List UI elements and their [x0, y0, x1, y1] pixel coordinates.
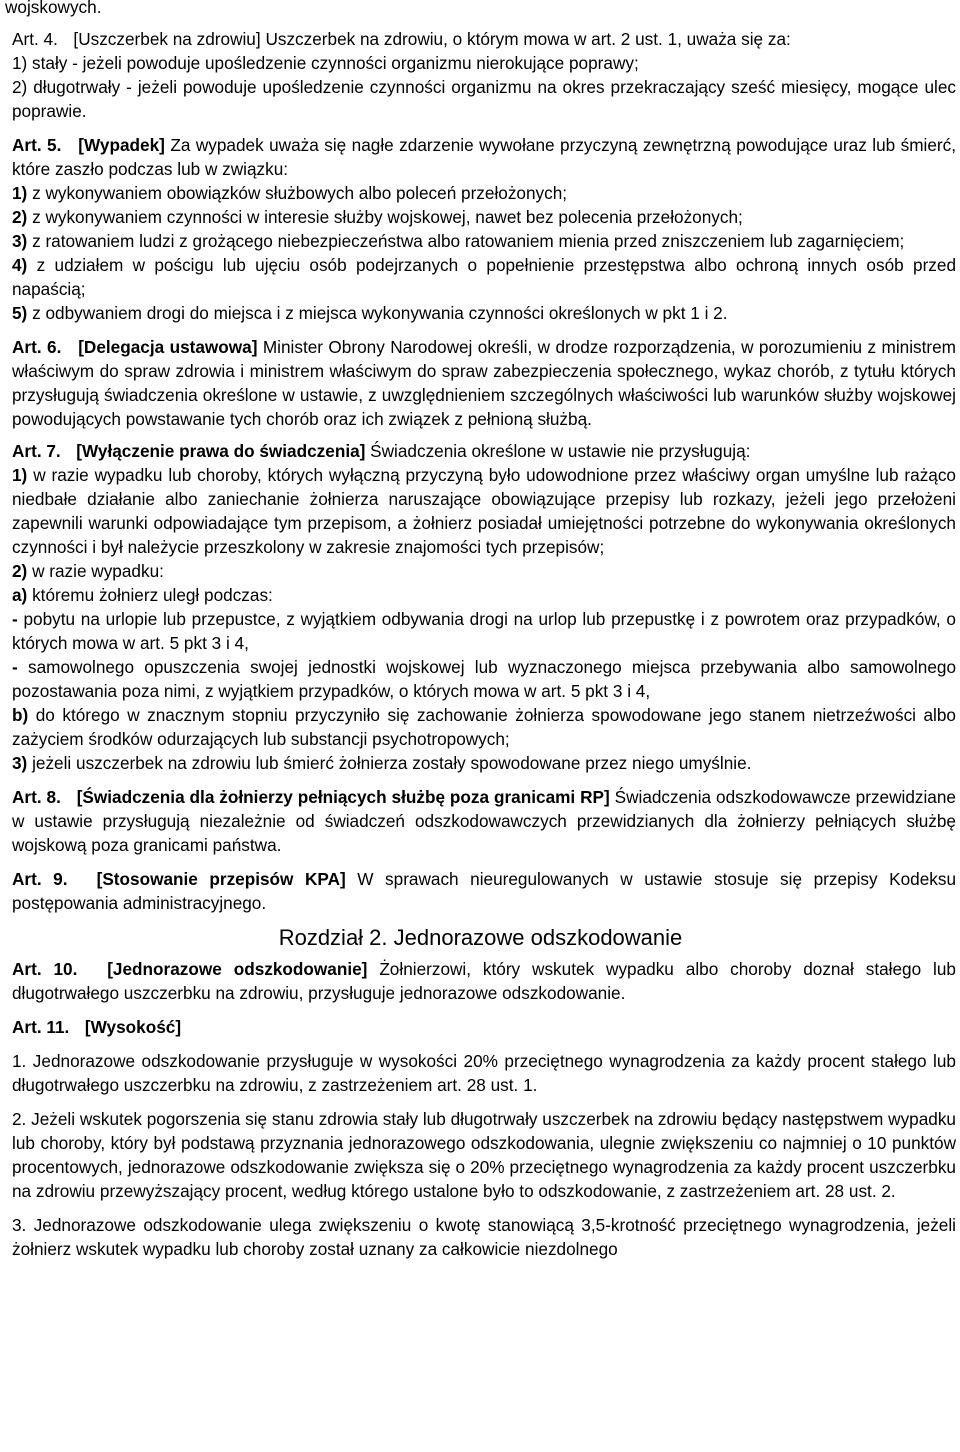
- paragraph: 2. Jeżeli wskutek pogorszenia się stanu zdrowia stały lub długotrwały uszczerbek na zdrowiu będący następstwem wypadku lub choroby, który był podstawą przyznania jednorazowego odszkodowania, ulegnie zwiększeniu co najmniej o 10 punktów procentowych, jednorazowe odszkodowanie zwiększa się o 20% przeciętnego wynagrodzenia za każdy procent uszczerbku na zdrowiu przewyższający procent, według którego ustalone było to odszkodowanie, z zastrzeżeniem art. 28 ust. 2.: [12, 1109, 956, 1201]
- list-text: jeżeli uszczerbek na zdrowiu lub śmierć żołnierza zostały spowodowane przez niego umyślnie.: [32, 753, 752, 773]
- article-number: Art. 8.: [12, 787, 61, 807]
- article-title: [Stosowanie przepisów KPA]: [96, 869, 346, 889]
- list-item: 1) stały - jeżeli powoduje upośledzenie czynności organizmu nierokujące poprawy;: [12, 53, 639, 73]
- list-item: [5, 655, 956, 703]
- article-11: [5, 1015, 956, 1039]
- article-5: [5, 133, 956, 181]
- paragraph: 3. Jednorazowe odszkodowanie ulega zwiększeniu o kwotę stanowiącą 3,5-krotność przeciętnego wynagrodzenia, jeżeli żołnierz wskutek wypadku lub choroby został uznany za całkowicie niezdolnego: [12, 1215, 956, 1259]
- article-title: [Wysokość]: [84, 1017, 182, 1037]
- list-number: 2): [12, 207, 28, 227]
- list-number: 1): [12, 183, 28, 203]
- list-item: [5, 253, 956, 301]
- article-10: [5, 957, 956, 1005]
- list-item: [5, 583, 956, 607]
- list-text: samowolnego opuszczenia swojej jednostki wojskowej lub wyznaczonego miejsca przebywania albo samowolnego pozostawania poza nimi, z wyjątkiem przypadków, o których mowa w art. 5 pkt 3 i 4,: [12, 657, 957, 701]
- article-number: Art. 4.: [12, 29, 58, 49]
- chapter-heading: Rozdział 2. Jednorazowe odszkodowanie: [278, 925, 683, 950]
- article-6: [5, 335, 956, 431]
- article-text: Uszczerbek na zdrowiu, o którym mowa w art. 2 ust. 1, uważa się za:: [265, 29, 791, 49]
- list-text: któremu żołnierz uległ podczas:: [32, 585, 273, 605]
- list-text: z udziałem w pościgu lub ujęciu osób podejrzanych o popełnienie przestępstwa albo ochroną innych osób przed napaścią;: [12, 255, 957, 299]
- article-number: Art. 11.: [12, 1017, 70, 1037]
- article-text: Za wypadek uważa się nagłe zdarzenie wywołane przyczyną zewnętrzną powodujące uraz lub śmierć, które zaszło podczas lub w związku:: [12, 135, 957, 179]
- list-text: z odbywaniem drogi do miejsca i z miejsca wykonywania czynności określonych w pkt 1 i 2.: [32, 303, 728, 323]
- paragraph: 1. Jednorazowe odszkodowanie przysługuje w wysokości 20% przeciętnego wynagrodzenia za każdy procent stałego lub długotrwałego uszczerbku na zdrowiu, z zastrzeżeniem art. 28 ust. 1.: [12, 1051, 956, 1095]
- list-number: b): [12, 705, 29, 725]
- article-title: [Świadczenia dla żołnierzy pełniących służbę poza granicami RP]: [76, 787, 610, 807]
- article-number: Art. 5.: [12, 135, 62, 155]
- article-text: Żołnierzowi, który wskutek wypadku albo choroby doznał stałego lub długotrwałego uszczerbku na zdrowiu, przysługuje jednorazowe odszkodowanie.: [12, 959, 956, 1003]
- list-text: w razie wypadku:: [32, 561, 164, 581]
- article-text: Świadczenia odszkodowawcze przewidziane w ustawie przysługują niezależnie od świadczeń odszkodowawczych przewidzianych dla żołnierzy pełniących służbę wojskową poza granicami państwa.: [12, 787, 956, 855]
- list-number: 1): [12, 465, 28, 485]
- list-item: [5, 301, 956, 325]
- list-item: [5, 703, 956, 751]
- text-line: wojskowych.: [5, 0, 102, 17]
- article-title: [Wypadek]: [78, 135, 165, 155]
- article-text: Minister Obrony Narodowej określi, w drodze rozporządzenia, w porozumieniu z ministrem właściwym do spraw zdrowia i ministrem właściwym do spraw zabezpieczenia społecznego, wykaz chorób, z tytułu których przysługują świadczenia określone w ustawie, z uwzględnieniem szczególnych właściwości lub warunków służby wojskowej powodujących powstawanie tych chorób oraz ich związek z pełnioną służbą.: [12, 337, 957, 429]
- article-number: Art. 10.: [12, 959, 78, 979]
- list-item: [5, 229, 956, 253]
- list-text: z wykonywaniem czynności w interesie służby wojskowej, nawet bez polecenia przełożonych;: [32, 207, 743, 227]
- list-dash: -: [12, 609, 18, 629]
- list-number: 3): [12, 231, 28, 251]
- list-item: 2) długotrwały - jeżeli powoduje upośledzenie czynności organizmu na okres przekraczający sześć miesięcy, mogące ulec poprawie.: [12, 77, 956, 121]
- list-number: 3): [12, 753, 28, 773]
- article-title: [Wyłączenie prawa do świadczenia]: [76, 441, 366, 461]
- list-text: z ratowaniem ludzi z grożącego niebezpieczeństwa albo ratowaniem mienia przed zniszczeniem lub zagarnięciem;: [32, 231, 905, 251]
- list-text: z wykonywaniem obowiązków służbowych albo poleceń przełożonych;: [32, 183, 568, 203]
- article-7: [5, 439, 956, 463]
- list-item: [5, 751, 956, 775]
- list-item: [5, 559, 956, 583]
- article-title: [Uszczerbek na zdrowiu]: [73, 29, 261, 49]
- article-title: [Jednorazowe odszkodowanie]: [107, 959, 368, 979]
- list-number: a): [12, 585, 28, 605]
- list-item: [5, 463, 956, 559]
- article-8: [5, 785, 956, 857]
- list-item: [5, 205, 956, 229]
- list-text: do którego w znacznym stopniu przyczyniło się zachowanie żołnierza spowodowane jego stanem nietrzeźwości albo zażyciem środków odurzających lub substancji psychotropowych;: [12, 705, 956, 749]
- list-dash: -: [12, 657, 18, 677]
- article-title: [Delegacja ustawowa]: [78, 337, 258, 357]
- article-text: Świadczenia określone w ustawie nie przysługują:: [370, 441, 751, 461]
- article-number: Art. 6.: [12, 337, 62, 357]
- list-number: 4): [12, 255, 28, 275]
- article-4: [5, 27, 956, 51]
- article-number: Art. 9.: [12, 869, 68, 889]
- article-number: Art. 7.: [12, 441, 61, 461]
- list-number: 2): [12, 561, 28, 581]
- article-9: [5, 867, 956, 915]
- list-number: 5): [12, 303, 28, 323]
- list-item: [5, 181, 956, 205]
- list-text: w razie wypadku lub choroby, których wyłączną przyczyną było udowodnione przez właściwy organ umyślne lub rażąco niedbałe działanie albo zaniechanie żołnierza naruszające obowiązujące przepisy lub rozkazy, jeżeli jego przełożeni zapewnili warunki odpowiadające tym przepisom, a żołnierz posiadał umiejętności potrzebne do wykonywania określonych czynności i był należycie przeszkolony w zakresie znajomości tych przepisów;: [12, 465, 956, 557]
- list-text: pobytu na urlopie lub przepustce, z wyjątkiem odbywania drogi na urlop lub przepustkę i z powrotem oraz przypadków, o których mowa w art. 5 pkt 3 i 4,: [12, 609, 956, 653]
- list-item: [5, 607, 956, 655]
- article-text: W sprawach nieuregulowanych w ustawie stosuje się przepisy Kodeksu postępowania administracyjnego.: [12, 869, 957, 913]
- document-page: [5, 0, 956, 1261]
